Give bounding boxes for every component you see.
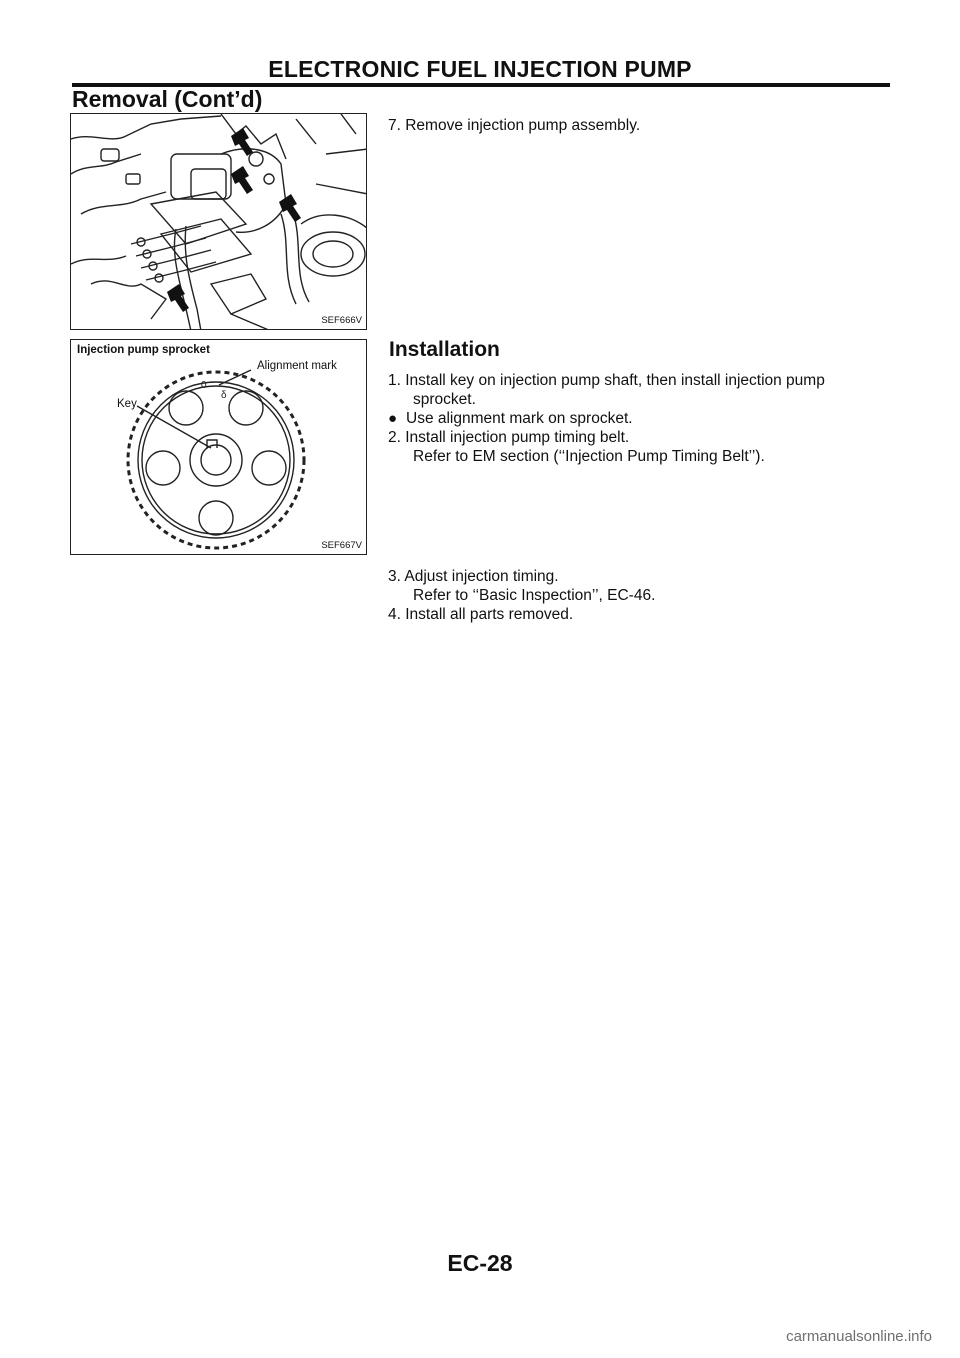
figure-pump-sprocket bbox=[70, 339, 367, 555]
figure-title: Injection pump sprocket bbox=[77, 344, 210, 356]
installation-heading: Installation bbox=[389, 338, 500, 361]
step-7: 7. Remove injection pump assembly. bbox=[388, 117, 641, 134]
figure-code: SEF666V bbox=[321, 315, 362, 326]
bullet-icon: ● bbox=[388, 410, 398, 427]
step-1-line-2: sprocket. bbox=[413, 391, 476, 408]
step-4: 4. Install all parts removed. bbox=[388, 606, 574, 623]
svg-text:0: 0 bbox=[201, 380, 207, 391]
pump-removal-illustration bbox=[71, 114, 367, 330]
step-3-line-2: Refer to ‘‘Basic Inspection’’, EC-46. bbox=[413, 587, 656, 604]
step-2-line-2: Refer to EM section (‘‘Injection Pump Timing Belt’’). bbox=[413, 448, 765, 465]
step-3-line-1: 3. Adjust injection timing. bbox=[388, 568, 559, 585]
label-alignment-mark: Alignment mark bbox=[257, 360, 337, 372]
page-number: EC-28 bbox=[447, 1250, 513, 1276]
sprocket-illustration bbox=[71, 340, 367, 555]
label-key: Key bbox=[117, 398, 137, 410]
figure-code: SEF667V bbox=[321, 540, 362, 551]
section-header-subtitle: Removal (Cont’d) bbox=[72, 86, 263, 112]
step-2-line-1: 2. Install injection pump timing belt. bbox=[388, 429, 630, 446]
svg-text:δ: δ bbox=[221, 390, 227, 401]
section-header-title: ELECTRONIC FUEL INJECTION PUMP bbox=[268, 56, 692, 82]
step-1-line-1: 1. Install key on injection pump shaft, then install injection pump bbox=[388, 372, 825, 389]
bullet-item bbox=[388, 409, 888, 428]
watermark: carmanualsonline.info bbox=[786, 1328, 932, 1345]
bullet-text: Use alignment mark on sprocket. bbox=[406, 410, 633, 427]
installation-steps-1-2 bbox=[388, 371, 888, 466]
figure-pump-removal bbox=[70, 113, 367, 330]
installation-steps-3-4 bbox=[388, 567, 888, 624]
